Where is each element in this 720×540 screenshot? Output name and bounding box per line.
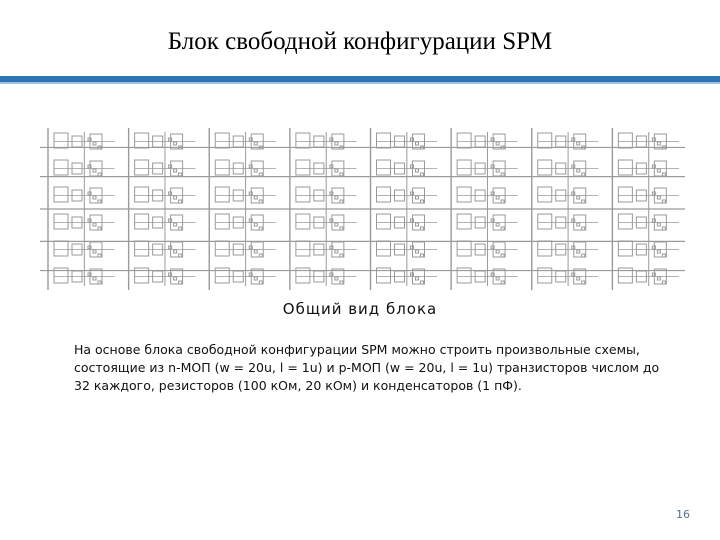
spm-block-layout-image [40, 128, 685, 290]
figure-caption: Общий вид блока [282, 300, 438, 318]
slide-title: Блок свободной конфигурации SPM [167, 28, 553, 55]
page-number: 16 [676, 508, 690, 521]
title-rule-light [0, 82, 720, 84]
body-paragraph: На основе блока свободной конфигурации SPM можно строить произвольные схемы, состоящие из n-МОП (w = 20u, l = 1u) и p-МОП (w = 20u, l = 1u) транзисторов числом до 32 каждого, резисторов (100 кОм, 20 кОм) и конденсаторов (1 пФ). [74, 342, 660, 393]
